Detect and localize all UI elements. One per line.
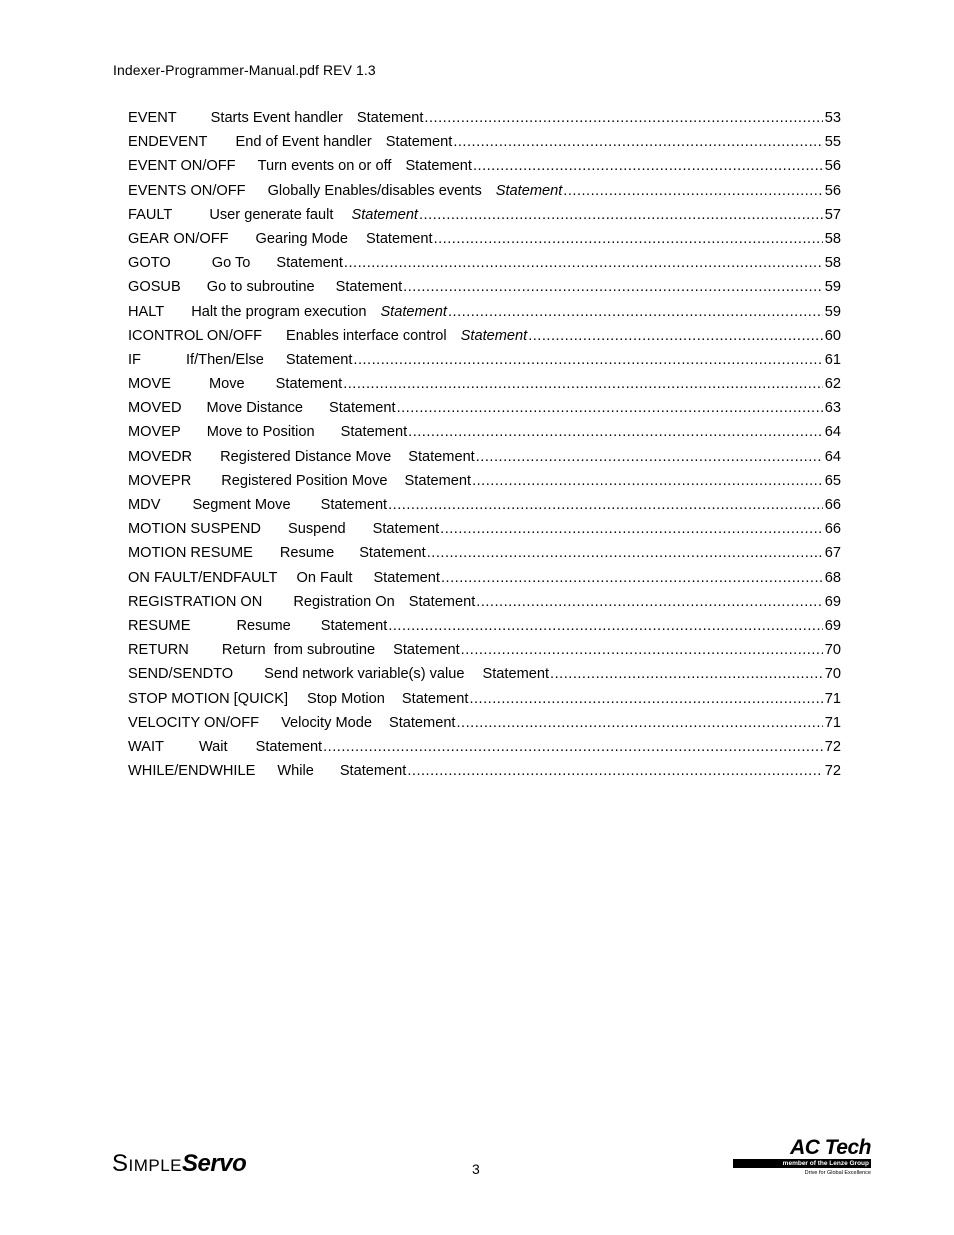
toc-entry[interactable] bbox=[128, 715, 841, 739]
toc-keyword: ON FAULT/ENDFAULT bbox=[128, 569, 278, 586]
toc-leader-dots bbox=[453, 134, 822, 150]
toc-keyword: EVENT ON/OFF bbox=[128, 158, 236, 175]
toc-description: End of Event handler bbox=[235, 134, 372, 151]
toc-entry[interactable] bbox=[128, 158, 841, 182]
toc-keyword: WHILE/ENDWHILE bbox=[128, 763, 256, 780]
toc-leader-dots bbox=[469, 691, 822, 707]
toc-page-number: 72 bbox=[824, 763, 841, 780]
toc-type: Statement bbox=[385, 134, 453, 151]
toc-description: If/Then/Else bbox=[185, 351, 264, 368]
toc-keyword: WAIT bbox=[128, 738, 164, 755]
toc-entry[interactable] bbox=[128, 763, 841, 787]
toc-leader-dots bbox=[408, 424, 823, 440]
toc-page-number: 58 bbox=[824, 255, 841, 272]
toc-entry[interactable] bbox=[128, 618, 841, 642]
toc-leader-dots bbox=[403, 279, 823, 295]
toc-keyword: GEAR ON/OFF bbox=[128, 230, 229, 247]
toc-entry[interactable] bbox=[128, 400, 841, 424]
toc-keyword: EVENTS ON/OFF bbox=[128, 182, 246, 199]
toc-type: Statement bbox=[285, 351, 353, 368]
toc-leader-dots bbox=[563, 183, 822, 199]
toc-leader-dots bbox=[434, 231, 823, 247]
toc-leader-dots bbox=[528, 328, 823, 344]
toc-description: Suspend bbox=[287, 521, 346, 538]
toc-description: Velocity Mode bbox=[281, 714, 372, 731]
toc-leader-dots bbox=[476, 594, 823, 610]
toc-keyword: ENDEVENT bbox=[128, 134, 208, 151]
toc-entry[interactable] bbox=[128, 231, 841, 255]
actech-tagline: Drive for Global Excellence bbox=[804, 1170, 871, 1176]
toc-type: Statement bbox=[408, 593, 476, 610]
logo-simple-text: Simple bbox=[112, 1150, 183, 1177]
toc-page-number: 71 bbox=[824, 690, 841, 707]
actech-logo bbox=[733, 1138, 871, 1178]
toc-page-number: 64 bbox=[824, 448, 841, 465]
toc-keyword: MOVEDR bbox=[128, 448, 193, 465]
toc-entry[interactable] bbox=[128, 473, 841, 497]
toc-description: Starts Event handler bbox=[210, 110, 343, 126]
toc-entry[interactable] bbox=[128, 545, 841, 569]
toc-leader-dots bbox=[353, 352, 822, 368]
toc-page-number: 62 bbox=[824, 376, 841, 393]
toc-type: Statement bbox=[405, 158, 472, 175]
toc-description: Resume bbox=[279, 545, 335, 562]
toc-page-number: 69 bbox=[824, 617, 841, 634]
toc-description: Go To bbox=[211, 255, 251, 272]
toc-entry[interactable] bbox=[128, 691, 841, 715]
toc-entry[interactable] bbox=[128, 570, 841, 594]
toc-page-number: 55 bbox=[824, 134, 841, 151]
toc-keyword: IF bbox=[128, 351, 141, 368]
toc-entry[interactable] bbox=[128, 134, 841, 158]
toc-leader-dots bbox=[457, 715, 823, 731]
toc-type: Statement bbox=[320, 617, 388, 634]
toc-page-number: 58 bbox=[824, 230, 841, 247]
toc-page-number: 59 bbox=[824, 279, 841, 296]
toc-type: Statement bbox=[460, 327, 528, 344]
toc-keyword: EVENT bbox=[128, 110, 177, 126]
toc-type: Statement bbox=[380, 303, 447, 320]
toc-keyword: MDV bbox=[128, 497, 161, 513]
toc-type: Statement bbox=[408, 448, 475, 465]
toc-keyword: MOVEP bbox=[128, 424, 181, 441]
toc-description: Stop Motion bbox=[307, 690, 385, 707]
toc-page-number: 66 bbox=[824, 497, 841, 513]
toc-keyword: GOSUB bbox=[128, 279, 181, 296]
page-number: 3 bbox=[472, 1161, 480, 1177]
actech-title: AC Tech bbox=[790, 1136, 871, 1159]
toc-type: Statement bbox=[359, 545, 426, 562]
toc-entry[interactable] bbox=[128, 183, 841, 207]
logo-servo-text: Servo bbox=[182, 1150, 247, 1177]
toc-entry[interactable] bbox=[128, 207, 841, 231]
toc-entry[interactable] bbox=[128, 328, 841, 352]
toc-leader-dots bbox=[476, 449, 823, 465]
toc-leader-dots bbox=[323, 739, 823, 755]
toc-leader-dots bbox=[550, 666, 823, 682]
toc-type: Statement bbox=[335, 279, 403, 296]
toc-page-number: 65 bbox=[824, 472, 841, 489]
toc-page-number: 60 bbox=[824, 327, 841, 344]
toc-keyword: MOVED bbox=[128, 400, 182, 417]
toc-leader-dots bbox=[388, 497, 823, 513]
toc-entry[interactable] bbox=[128, 255, 841, 279]
toc-leader-dots bbox=[473, 158, 823, 174]
toc-type: Statement bbox=[373, 569, 440, 586]
toc-keyword: FAULT bbox=[128, 206, 173, 223]
toc-type: Statement bbox=[366, 230, 433, 247]
toc-leader-dots bbox=[344, 255, 823, 271]
toc-description: Move to Position bbox=[206, 424, 315, 441]
toc-entry[interactable] bbox=[128, 449, 841, 473]
toc-entry[interactable] bbox=[128, 304, 841, 328]
toc-description: Resume bbox=[236, 617, 291, 634]
actech-member-text: member of the Lenze Group bbox=[782, 1160, 869, 1167]
toc-leader-dots bbox=[461, 642, 823, 658]
toc-entry[interactable] bbox=[128, 521, 841, 545]
document-header: Indexer-Programmer-Manual.pdf REV 1.3 bbox=[113, 62, 376, 78]
toc-type: Statement bbox=[339, 763, 407, 780]
toc-page-number: 70 bbox=[824, 642, 841, 659]
toc-type: Statement bbox=[329, 400, 396, 417]
toc-keyword: ICONTROL ON/OFF bbox=[128, 327, 263, 344]
toc-entry[interactable] bbox=[128, 642, 841, 666]
toc-keyword: GOTO bbox=[128, 255, 171, 272]
toc-type: Statement bbox=[255, 738, 323, 755]
toc-type: Statement bbox=[340, 424, 408, 441]
toc-entry[interactable] bbox=[128, 279, 841, 303]
toc-description: Enables interface control bbox=[286, 327, 447, 344]
toc-leader-dots bbox=[343, 376, 823, 392]
toc-type: Statement bbox=[372, 521, 440, 538]
toc-keyword: SEND/SENDTO bbox=[128, 666, 234, 683]
toc-page-number: 56 bbox=[824, 158, 841, 175]
toc-page-number: 63 bbox=[824, 400, 841, 417]
toc-description: Wait bbox=[198, 738, 228, 755]
toc-description: Move Distance bbox=[206, 400, 304, 417]
toc-page-number: 68 bbox=[824, 569, 841, 586]
toc-type: Statement bbox=[275, 376, 343, 393]
toc-description: While bbox=[277, 763, 314, 780]
toc-type: Statement bbox=[393, 642, 460, 659]
toc-description: Registered Distance Move bbox=[220, 448, 392, 465]
toc-description: Turn events on or off bbox=[257, 158, 392, 175]
toc-keyword: MOVEPR bbox=[128, 472, 192, 489]
toc-keyword: MOVE bbox=[128, 376, 171, 393]
toc-keyword: STOP MOTION [QUICK] bbox=[128, 690, 289, 707]
toc-description: Halt the program execution bbox=[191, 303, 367, 320]
toc-entry[interactable] bbox=[128, 594, 841, 618]
toc-type: Statement bbox=[351, 206, 418, 223]
toc-entry[interactable] bbox=[128, 376, 841, 400]
toc-type: Statement bbox=[276, 255, 343, 272]
toc-type: Statement bbox=[356, 110, 424, 126]
toc-entry[interactable] bbox=[128, 666, 841, 690]
toc-entry[interactable] bbox=[128, 497, 841, 521]
toc-keyword: HALT bbox=[128, 303, 165, 320]
toc-type: Statement bbox=[320, 497, 388, 513]
toc-page-number: 69 bbox=[824, 593, 841, 610]
toc-leader-dots bbox=[441, 570, 823, 586]
toc-page-number: 72 bbox=[824, 738, 841, 755]
toc-leader-dots bbox=[427, 545, 823, 561]
toc-page-number: 64 bbox=[824, 424, 841, 441]
toc-description: Registered Position Move bbox=[221, 472, 388, 489]
toc-entry[interactable] bbox=[128, 424, 841, 448]
toc-page-number: 70 bbox=[824, 666, 841, 683]
toc-page-number: 71 bbox=[824, 714, 841, 731]
toc-page-number: 67 bbox=[824, 545, 841, 562]
toc-description: Segment Move bbox=[192, 497, 291, 513]
toc-page-number: 56 bbox=[824, 182, 841, 199]
toc-type: Statement bbox=[404, 472, 472, 489]
toc-description: Registration On bbox=[293, 593, 395, 610]
toc-page-number: 53 bbox=[824, 110, 841, 126]
toc-keyword: MOTION SUSPEND bbox=[128, 521, 261, 538]
simpleservo-logo bbox=[112, 1151, 246, 1177]
toc-description: Move bbox=[208, 376, 245, 393]
toc-description: On Fault bbox=[296, 569, 353, 586]
toc-description: Go to subroutine bbox=[206, 279, 315, 296]
toc-description: Gearing Mode bbox=[255, 230, 349, 247]
toc-description: Return from subroutine bbox=[221, 642, 376, 659]
toc-description: Send network variable(s) value bbox=[264, 666, 465, 683]
table-of-contents bbox=[128, 110, 841, 787]
toc-type: Statement bbox=[495, 182, 563, 199]
toc-entry[interactable] bbox=[128, 352, 841, 376]
toc-keyword: VELOCITY ON/OFF bbox=[128, 714, 260, 731]
toc-page-number: 57 bbox=[824, 206, 841, 223]
toc-page-number: 61 bbox=[824, 351, 841, 368]
toc-leader-dots bbox=[388, 618, 822, 634]
toc-description: User generate fault bbox=[209, 206, 334, 223]
toc-keyword: MOTION RESUME bbox=[128, 545, 253, 562]
toc-page-number: 66 bbox=[824, 521, 841, 538]
toc-leader-dots bbox=[397, 400, 823, 416]
toc-leader-dots bbox=[424, 110, 822, 126]
toc-keyword: REGISTRATION ON bbox=[128, 593, 263, 610]
toc-keyword: RESUME bbox=[128, 617, 191, 634]
toc-type: Statement bbox=[401, 690, 469, 707]
toc-type: Statement bbox=[482, 666, 550, 683]
toc-type: Statement bbox=[388, 714, 456, 731]
toc-leader-dots bbox=[419, 207, 823, 223]
toc-leader-dots bbox=[448, 304, 823, 320]
toc-leader-dots bbox=[407, 763, 822, 779]
toc-entry[interactable] bbox=[128, 739, 841, 763]
toc-leader-dots bbox=[440, 521, 823, 537]
toc-entry[interactable] bbox=[128, 110, 841, 134]
toc-keyword: RETURN bbox=[128, 642, 189, 659]
toc-leader-dots bbox=[472, 473, 823, 489]
toc-description: Globally Enables/disables events bbox=[267, 182, 482, 199]
toc-page-number: 59 bbox=[824, 303, 841, 320]
